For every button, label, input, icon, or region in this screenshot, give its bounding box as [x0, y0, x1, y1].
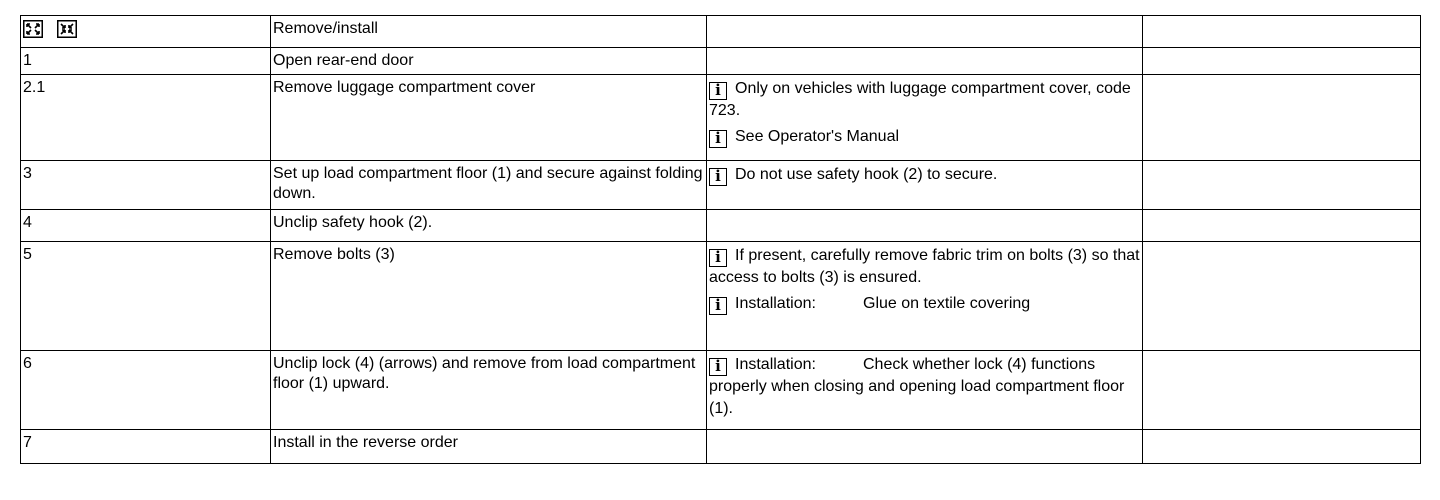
step-action: Remove bolts (3): [273, 246, 395, 263]
step-action-cell: [271, 48, 707, 75]
step-extra-cell: [1143, 430, 1421, 464]
procedure-table: [20, 15, 1421, 464]
info-icon[interactable]: i: [709, 130, 727, 148]
table-row: [21, 242, 1421, 351]
step-extra-cell: [1143, 210, 1421, 242]
step-action: Remove luggage compartment cover: [273, 79, 536, 96]
installation-note: [709, 354, 1140, 420]
table-row: [21, 210, 1421, 242]
header-row: [21, 16, 1421, 48]
note: [709, 126, 1140, 148]
step-action: Unclip lock (4) (arrows) and remove from load compartment floor (1) upward.: [273, 355, 696, 392]
step-notes-cell: [707, 430, 1143, 464]
step-action: Set up load compartment floor (1) and secure against folding down.: [273, 165, 703, 202]
step-number: 6: [23, 355, 32, 372]
header-extra-cell: [1143, 16, 1421, 48]
step-number-cell: [21, 75, 271, 161]
step-extra-cell: [1143, 242, 1421, 351]
installation-note: [709, 293, 1140, 315]
step-number-cell: [21, 210, 271, 242]
step-number: 4: [23, 214, 32, 231]
table-row: [21, 351, 1421, 430]
step-notes-cell: [707, 210, 1143, 242]
step-extra-cell: [1143, 161, 1421, 210]
step-action: Install in the reverse order: [273, 434, 458, 451]
note-text: Do not use safety hook (2) to secure.: [735, 166, 998, 183]
note: [709, 78, 1140, 122]
table-row: [21, 48, 1421, 75]
step-number: 2.1: [23, 79, 46, 96]
installation-text: Glue on textile covering: [863, 295, 1031, 312]
step-number-cell: [21, 242, 271, 351]
step-number-cell: [21, 161, 271, 210]
step-notes-cell: [707, 242, 1143, 351]
step-number-cell: [21, 48, 271, 75]
note-text: Only on vehicles with luggage compartment cover, code 723.: [709, 80, 1131, 119]
collapse-all-icon[interactable]: [57, 20, 77, 38]
header-icons-cell: [21, 16, 271, 48]
step-action: Open rear-end door: [273, 52, 414, 69]
note-text: If present, carefully remove fabric trim on bolts (3) so that access to bolts (3) is ensured.: [709, 247, 1140, 286]
installation-label: Installation:: [735, 295, 816, 312]
step-notes-cell: [707, 351, 1143, 430]
info-icon[interactable]: i: [709, 249, 727, 267]
table-row: [21, 430, 1421, 464]
step-notes-cell: [707, 48, 1143, 75]
step-notes-cell: [707, 75, 1143, 161]
step-action-cell: [271, 430, 707, 464]
step-action-cell: [271, 75, 707, 161]
step-action-cell: [271, 210, 707, 242]
step-number-cell: [21, 351, 271, 430]
installation-text: Check whether lock (4) functions properly when closing and opening load compartment floor (1).: [709, 356, 1125, 417]
note: [709, 164, 1140, 186]
info-icon[interactable]: i: [709, 358, 727, 376]
expand-all-icon[interactable]: [23, 20, 43, 38]
table-row: [21, 161, 1421, 210]
step-extra-cell: [1143, 48, 1421, 75]
table-row: [21, 75, 1421, 161]
info-icon[interactable]: i: [709, 297, 727, 315]
info-icon[interactable]: i: [709, 168, 727, 186]
note-text: See Operator's Manual: [735, 128, 900, 145]
step-number: 1: [23, 52, 32, 69]
info-icon[interactable]: i: [709, 82, 727, 100]
header-title-cell: [271, 16, 707, 48]
step-action-cell: [271, 351, 707, 430]
step-action-cell: [271, 242, 707, 351]
step-number: 7: [23, 434, 32, 451]
step-number-cell: [21, 430, 271, 464]
step-action: Unclip safety hook (2).: [273, 214, 433, 231]
installation-label: Installation:: [735, 356, 816, 373]
header-notes-cell: [707, 16, 1143, 48]
step-extra-cell: [1143, 75, 1421, 161]
step-notes-cell: [707, 161, 1143, 210]
step-number: 5: [23, 246, 32, 263]
header-title: Remove/install: [273, 20, 378, 37]
step-number: 3: [23, 165, 32, 182]
step-extra-cell: [1143, 351, 1421, 430]
step-action-cell: [271, 161, 707, 210]
note: [709, 245, 1140, 289]
